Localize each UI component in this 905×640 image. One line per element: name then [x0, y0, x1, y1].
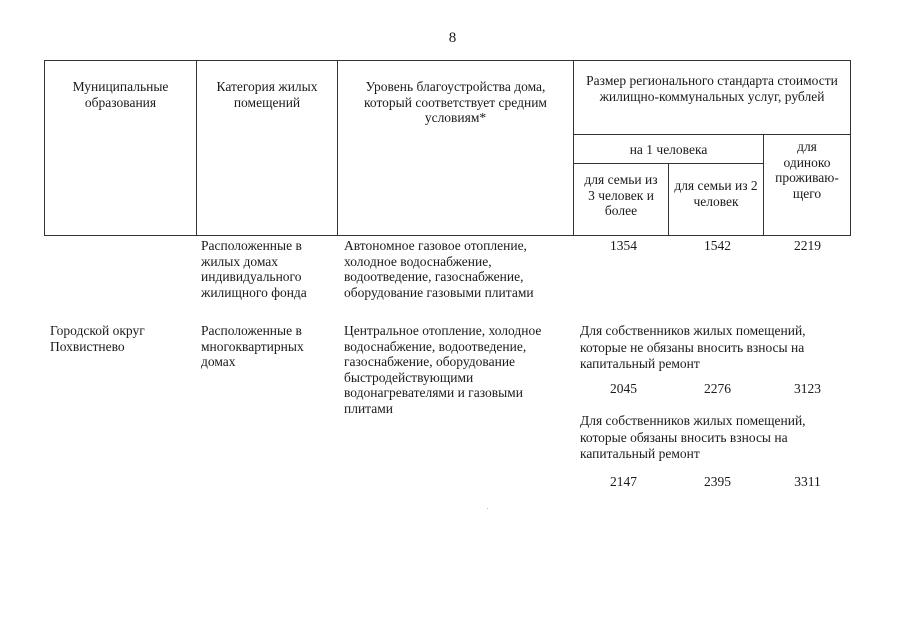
row1-family3-value: 1354 — [610, 238, 637, 253]
row2-note-no-capital-repair: Для собственников жилых помещений, которые не обязаны вносить взносы на капитальный ремонт — [580, 323, 806, 371]
scan-speck — [487, 508, 488, 509]
header-standard-size: Размер регионального стандарта стоимости жилищно-коммунальных услуг, рублей — [574, 61, 851, 135]
page-number: 8 — [448, 30, 457, 46]
row1-level: Автономное газовое отопление, холодное водоснабжение, водоотведение, газоснабжение, оборудование газовыми плитами — [344, 238, 534, 300]
row1-family2-value: 1542 — [704, 238, 731, 253]
row2-a-family3-value: 2045 — [610, 381, 637, 396]
row2-b-family3-value: 2147 — [610, 474, 637, 489]
header-family-2: для семьи из 2 человек — [669, 164, 764, 236]
header-category: Категория жилых помещений — [197, 61, 338, 236]
row2-a-single-value: 3123 — [794, 381, 821, 396]
header-table — [44, 60, 851, 236]
row2-a-family2-value: 2276 — [704, 381, 731, 396]
row2-b-family2-value: 2395 — [704, 474, 731, 489]
row2-level: Центральное отопление, холодное водоснабжение, водоотведение, газоснабжение, оборудование быстродействующими водонагревателями и газовыми плитами — [344, 323, 542, 416]
row2-note-capital-repair: Для собственников жилых помещений, которые обязаны вносить взносы на капитальный ремонт — [580, 413, 806, 461]
row1-single-value: 2219 — [794, 238, 821, 253]
row2-category: Расположенные в многоквартирных домах — [201, 323, 304, 369]
header-per-person: на 1 человека — [574, 135, 764, 164]
row2-b-single-value: 3311 — [794, 474, 821, 489]
header-level: Уровень благоустройства дома, который соответствует средним условиям* — [338, 61, 574, 236]
header-single: для одиноко проживаю-щего — [764, 135, 851, 236]
row2-municipality: Городской округ Похвистнево — [50, 323, 145, 354]
row1-category: Расположенные в жилых домах индивидуального жилищного фонда — [201, 238, 307, 300]
header-family-3: для семьи из 3 человек и более — [574, 164, 669, 236]
header-municipalities: Муниципальные образования — [45, 61, 197, 236]
